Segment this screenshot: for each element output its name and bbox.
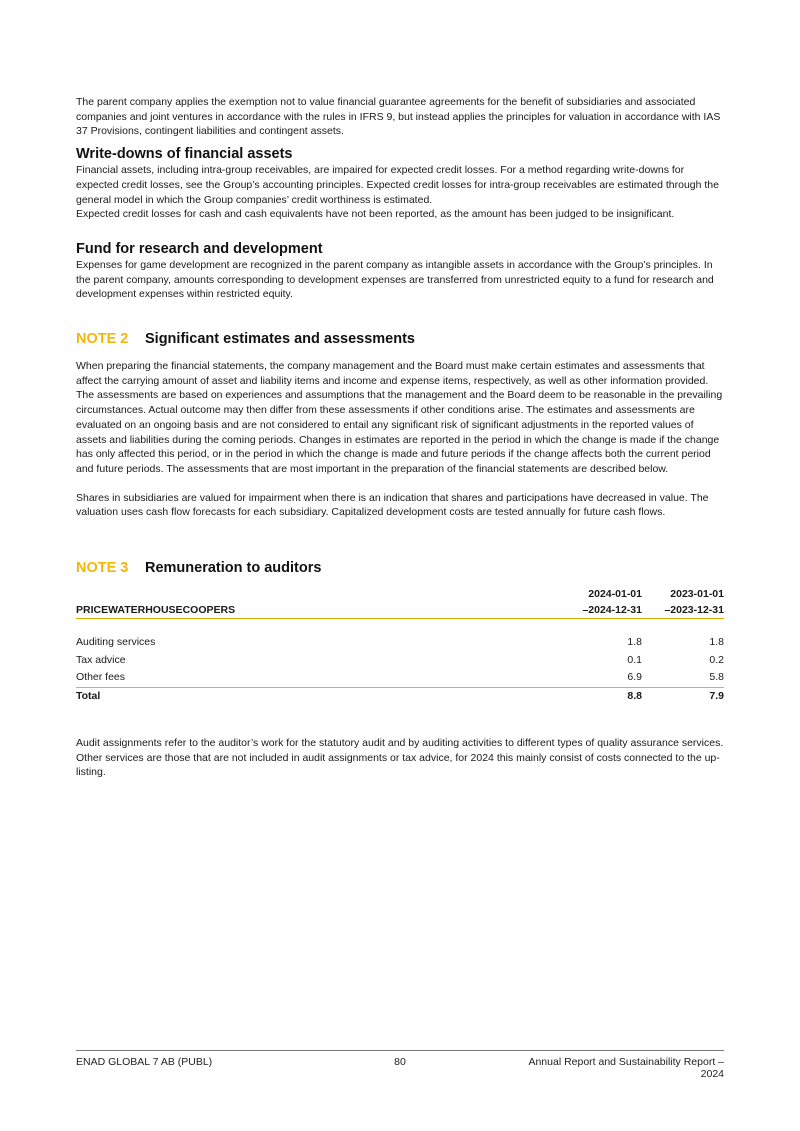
table-header-row-1 <box>76 586 724 602</box>
total-label: Total <box>76 687 566 705</box>
footer-page-number: 80 <box>394 1056 406 1068</box>
row-label: Tax advice <box>76 653 126 666</box>
note3-title: Remuneration to auditors <box>145 560 322 577</box>
page-content <box>76 95 724 780</box>
footer-report-title: Annual Report and Sustainability Report – 2024 <box>528 1056 724 1080</box>
row-value-2023: 0.2 <box>709 653 724 666</box>
col-2024-start: 2024-01-01 <box>588 588 642 601</box>
col-2023-start: 2023-01-01 <box>670 588 724 601</box>
note3-paragraph: Audit assignments refer to the auditor’s work for the statutory audit and by auditing activities to different types of quality assurance services. Other services are those that are not included in audit assignments or tax advice, for 2024 this mainly consist of costs connected to the up-listing. <box>76 737 724 779</box>
table-row <box>76 652 724 670</box>
note3-number: NOTE 3 <box>76 560 129 577</box>
fund-paragraph: Expenses for game development are recognized in the parent company as intangible assets in accordance with the Group’s principles. In the parent company, amounts corresponding to development expenses are transferred from unrestricted equity to a fund for research and development expenses within restricted equity. <box>76 258 714 301</box>
row-value-2024: 0.1 <box>627 653 642 666</box>
note2-title: Significant estimates and assessments <box>145 331 415 348</box>
table-header-row-2 <box>76 602 724 619</box>
total-value-2024: 8.8 <box>566 687 642 705</box>
footer-company: ENAD GLOBAL 7 AB (PUBL) <box>76 1056 213 1068</box>
row-value-2023: 1.8 <box>709 636 724 649</box>
row-value-2023: 5.8 <box>709 671 724 684</box>
table-row <box>76 669 724 687</box>
writedowns-heading: Write-downs of financial assets <box>76 146 293 163</box>
row-value-2024: 1.8 <box>627 636 642 649</box>
note2-paragraph-1: When preparing the financial statements, the company management and the Board must make certain estimates and assessments that affect the carrying amount of asset and liability items and income and expense items, respectively, as well as other information provided. The assessments are based on experiences and assumptions that the management and the Board deem to be reasonable in the prevailing circumstances. Actual outcome may then differ from these assessments if other conditions arise. The estimates and assessments are evaluated on an ongoing basis and are not considered to entail any significant risk of significant adjustments in the reported values of assets and liabilities during the coming periods. Changes in estimates are reported in the period in which the change is made if the change has only affected this period, or in the period in which the change is made and future periods if the change affects both the current period and future periods. The assessments that are most important in the preparation of the financial statements are described below. <box>76 360 723 475</box>
total-value-2023: 7.9 <box>642 687 724 705</box>
writedowns-paragraph-2: Expected credit losses for cash and cash equivalents have not been reported, as the amount has been judged to be insignificant. <box>76 208 675 221</box>
col-2024-end: –2024-12-31 <box>566 602 642 619</box>
writedowns-paragraph-1: Financial assets, including intra-group receivables, are impaired for expected credit losses. For a method regarding write-downs for expected credit losses, see the Group’s accounting principles. Expected credit losses for intra-group receivables are estimated through the general model in which the Group companies’ credit worthiness is estimated. <box>76 164 719 206</box>
row-value-2024: 6.9 <box>627 671 642 684</box>
auditor-remuneration-table <box>76 586 724 705</box>
col-2023-end: –2023-12-31 <box>642 602 724 619</box>
row-label: Auditing services <box>76 636 156 649</box>
intro-paragraph: The parent company applies the exemption not to value financial guarantee agreements for the benefit of subsidiaries and associated companies and joint ventures in accordance with the rules in IFRS 9, but instead applies the principles for valuation in accordance with IAS 37 Provisions, contingent liabilities and contingent assets. <box>76 96 721 138</box>
table-row <box>76 634 724 652</box>
page-footer <box>76 1050 724 1080</box>
note2-header <box>76 331 724 347</box>
row-label: Other fees <box>76 671 126 684</box>
table-label-header: PRICEWATERHOUSECOOPERS <box>76 602 566 619</box>
table-total-row <box>76 687 724 705</box>
fund-heading: Fund for research and development <box>76 240 323 257</box>
note2-paragraph-2: Shares in subsidiaries are valued for impairment when there is an indication that shares and participations have decreased in value. The valuation uses cash flow forecasts for each subsidiary. Capitalized development costs are tested annually for future cash flows. <box>76 491 709 519</box>
note3-header <box>76 560 724 576</box>
note2-number: NOTE 2 <box>76 331 129 348</box>
